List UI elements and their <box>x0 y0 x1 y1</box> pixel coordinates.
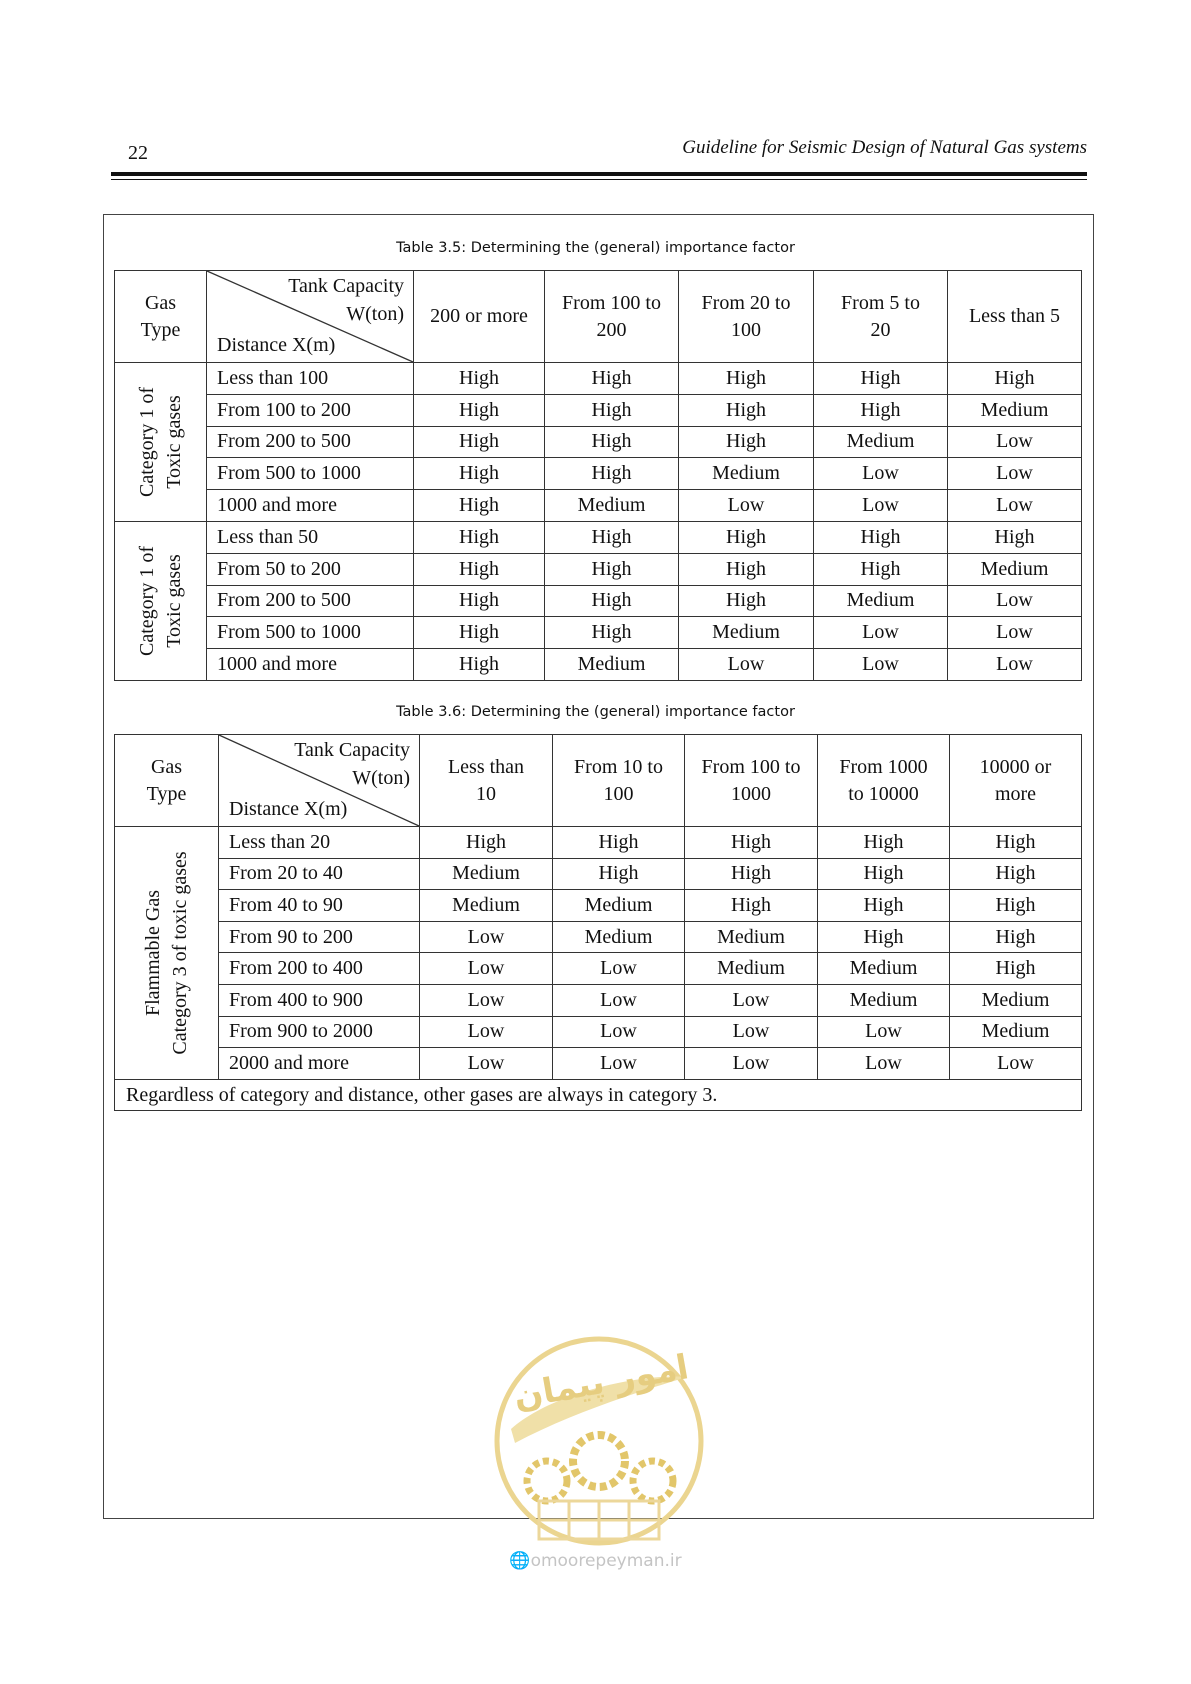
table-row <box>115 458 1082 490</box>
watermark-gear-icon <box>573 1435 625 1487</box>
importance-cell: High <box>545 458 679 490</box>
column-header: 200 or more <box>414 271 545 363</box>
distance-cell: Less than 100 <box>207 363 414 395</box>
column-header: From 20 to 100 <box>679 271 814 363</box>
importance-cell: Low <box>818 1016 950 1048</box>
page-number: 22 <box>128 142 148 164</box>
column-header: From 100 to 1000 <box>685 735 818 827</box>
distance-cell: From 100 to 200 <box>207 394 414 426</box>
importance-cell: High <box>679 394 814 426</box>
watermark-logo <box>491 1333 707 1549</box>
table-row <box>115 827 1082 859</box>
importance-cell: High <box>818 921 950 953</box>
table-row <box>115 858 1082 890</box>
importance-cell: Medium <box>420 858 553 890</box>
importance-cell: Low <box>814 649 948 681</box>
importance-cell: High <box>420 827 553 859</box>
table-row <box>115 921 1082 953</box>
table-row <box>115 617 1082 649</box>
column-header: Less than 5 <box>948 271 1082 363</box>
distance-cell: Less than 20 <box>219 827 420 859</box>
importance-cell: Low <box>948 490 1082 522</box>
importance-cell: High <box>679 426 814 458</box>
importance-cell: Low <box>814 458 948 490</box>
importance-cell: High <box>679 363 814 395</box>
distance-label: Distance X(m) <box>217 334 336 356</box>
distance-label: Distance X(m) <box>229 798 348 820</box>
importance-cell: High <box>679 585 814 617</box>
importance-cell: High <box>685 827 818 859</box>
importance-cell: High <box>414 649 545 681</box>
watermark-globe-icon: 🌐 <box>509 1551 531 1571</box>
importance-cell: Medium <box>545 649 679 681</box>
importance-cell: High <box>545 426 679 458</box>
importance-cell: Low <box>685 1048 818 1080</box>
importance-cell: Medium <box>950 984 1082 1016</box>
importance-cell: High <box>414 363 545 395</box>
gas-type-header: Gas Type <box>115 735 219 827</box>
column-header: From 5 to 20 <box>814 271 948 363</box>
importance-cell: Low <box>814 617 948 649</box>
table-row <box>115 984 1082 1016</box>
importance-cell: Low <box>948 649 1082 681</box>
importance-cell: High <box>814 521 948 553</box>
column-header: Less than 10 <box>420 735 553 827</box>
importance-cell: Low <box>553 984 685 1016</box>
importance-cell: Medium <box>814 585 948 617</box>
watermark-gear-icon <box>633 1461 673 1501</box>
distance-cell: 1000 and more <box>207 649 414 681</box>
importance-cell: High <box>414 394 545 426</box>
distance-cell: From 400 to 900 <box>219 984 420 1016</box>
tank-capacity-label: Tank Capacity W(ton) <box>294 739 410 789</box>
diagonal-header-cell <box>207 271 414 363</box>
importance-cell: High <box>679 521 814 553</box>
importance-cell: Low <box>948 585 1082 617</box>
table-row <box>115 553 1082 585</box>
table-row <box>115 1048 1082 1080</box>
table-row <box>115 585 1082 617</box>
table-3-6-caption: Table 3.6: Determining the (general) importance factor <box>396 704 795 720</box>
importance-cell: High <box>679 553 814 585</box>
importance-cell: High <box>948 363 1082 395</box>
distance-cell: From 200 to 500 <box>207 585 414 617</box>
column-header: From 100 to 200 <box>545 271 679 363</box>
importance-cell: Low <box>685 984 818 1016</box>
importance-cell: High <box>685 858 818 890</box>
distance-cell: 1000 and more <box>207 490 414 522</box>
importance-cell: Low <box>553 1048 685 1080</box>
importance-cell: Low <box>685 1016 818 1048</box>
importance-cell: Low <box>950 1048 1082 1080</box>
distance-cell: From 500 to 1000 <box>207 617 414 649</box>
importance-cell: High <box>950 890 1082 922</box>
importance-cell: Medium <box>948 394 1082 426</box>
importance-cell: Medium <box>818 984 950 1016</box>
importance-cell: High <box>414 585 545 617</box>
distance-cell: From 50 to 200 <box>207 553 414 585</box>
table-row <box>115 890 1082 922</box>
importance-cell: High <box>414 458 545 490</box>
importance-cell: High <box>545 585 679 617</box>
importance-cell: Low <box>420 921 553 953</box>
table-3-6 <box>114 734 1082 1111</box>
table-row <box>115 649 1082 681</box>
watermark-site-text: omoorepeyman.ir <box>530 1551 682 1571</box>
importance-cell: High <box>814 394 948 426</box>
importance-cell: High <box>814 553 948 585</box>
distance-cell: From 90 to 200 <box>219 921 420 953</box>
diagonal-header-cell <box>219 735 420 827</box>
importance-cell: Medium <box>679 458 814 490</box>
importance-cell: Low <box>420 984 553 1016</box>
table-row <box>115 363 1082 395</box>
importance-cell: High <box>545 394 679 426</box>
header-rule-thin <box>111 179 1087 180</box>
importance-cell: High <box>948 521 1082 553</box>
watermark-gear-icon <box>527 1461 567 1501</box>
distance-cell: From 40 to 90 <box>219 890 420 922</box>
importance-cell: Medium <box>553 921 685 953</box>
table-3-5-caption: Table 3.5: Determining the (general) importance factor <box>396 240 795 256</box>
importance-cell: Medium <box>545 490 679 522</box>
importance-cell: Low <box>814 490 948 522</box>
column-header: From 1000 to 10000 <box>818 735 950 827</box>
importance-cell: High <box>814 363 948 395</box>
importance-cell: High <box>553 827 685 859</box>
distance-cell: From 20 to 40 <box>219 858 420 890</box>
table-row <box>115 490 1082 522</box>
table-row <box>115 953 1082 985</box>
distance-cell: From 500 to 1000 <box>207 458 414 490</box>
table-row <box>115 394 1082 426</box>
importance-cell: Low <box>420 1048 553 1080</box>
importance-cell: Medium <box>685 921 818 953</box>
importance-cell: Medium <box>814 426 948 458</box>
table-row <box>115 1016 1082 1048</box>
importance-cell: Medium <box>553 890 685 922</box>
importance-cell: High <box>553 858 685 890</box>
running-head: Guideline for Seismic Design of Natural Gas systems <box>682 137 1087 158</box>
importance-cell: High <box>685 890 818 922</box>
importance-cell: Low <box>948 617 1082 649</box>
importance-cell: High <box>818 858 950 890</box>
distance-cell: From 900 to 2000 <box>219 1016 420 1048</box>
table-row <box>115 426 1082 458</box>
importance-cell: High <box>545 553 679 585</box>
header-rule-thick <box>111 172 1087 176</box>
table-row <box>115 521 1082 553</box>
importance-cell: Low <box>948 426 1082 458</box>
importance-cell: High <box>414 426 545 458</box>
importance-cell: Medium <box>685 953 818 985</box>
importance-cell: High <box>818 890 950 922</box>
importance-cell: High <box>414 521 545 553</box>
column-header: 10000 or more <box>950 735 1082 827</box>
importance-cell: High <box>414 553 545 585</box>
table-3-5 <box>114 270 1082 681</box>
importance-cell: Low <box>420 1016 553 1048</box>
importance-cell: Low <box>553 953 685 985</box>
importance-cell: High <box>545 363 679 395</box>
importance-cell: High <box>414 617 545 649</box>
importance-cell: Low <box>679 490 814 522</box>
tank-capacity-label: Tank Capacity W(ton) <box>288 275 404 325</box>
gas-type-header: Gas Type <box>115 271 207 363</box>
gas-category-label: Category 1 of Toxic gases <box>115 363 207 522</box>
gas-category-label: Flammable Gas Category 3 of toxic gases <box>115 827 219 1080</box>
distance-cell: 2000 and more <box>219 1048 420 1080</box>
importance-cell: Medium <box>950 1016 1082 1048</box>
table-note: Regardless of category and distance, other gases are always in category 3. <box>115 1079 1082 1111</box>
distance-cell: From 200 to 500 <box>207 426 414 458</box>
importance-cell: High <box>414 490 545 522</box>
importance-cell: Low <box>818 1048 950 1080</box>
gas-category-label: Category 1 of Toxic gases <box>115 521 207 680</box>
importance-cell: High <box>818 827 950 859</box>
watermark-site <box>0 1551 1191 1571</box>
importance-cell: Low <box>420 953 553 985</box>
distance-cell: Less than 50 <box>207 521 414 553</box>
importance-cell: Medium <box>948 553 1082 585</box>
importance-cell: High <box>950 858 1082 890</box>
importance-cell: Medium <box>818 953 950 985</box>
importance-cell: Low <box>948 458 1082 490</box>
importance-cell: Low <box>679 649 814 681</box>
importance-cell: Medium <box>679 617 814 649</box>
importance-cell: High <box>545 617 679 649</box>
importance-cell: Medium <box>420 890 553 922</box>
importance-cell: High <box>950 827 1082 859</box>
importance-cell: High <box>950 921 1082 953</box>
column-header: From 10 to 100 <box>553 735 685 827</box>
distance-cell: From 200 to 400 <box>219 953 420 985</box>
importance-cell: High <box>950 953 1082 985</box>
importance-cell: Low <box>553 1016 685 1048</box>
importance-cell: High <box>545 521 679 553</box>
watermark-logo-text: امور پیمان <box>510 1347 692 1418</box>
